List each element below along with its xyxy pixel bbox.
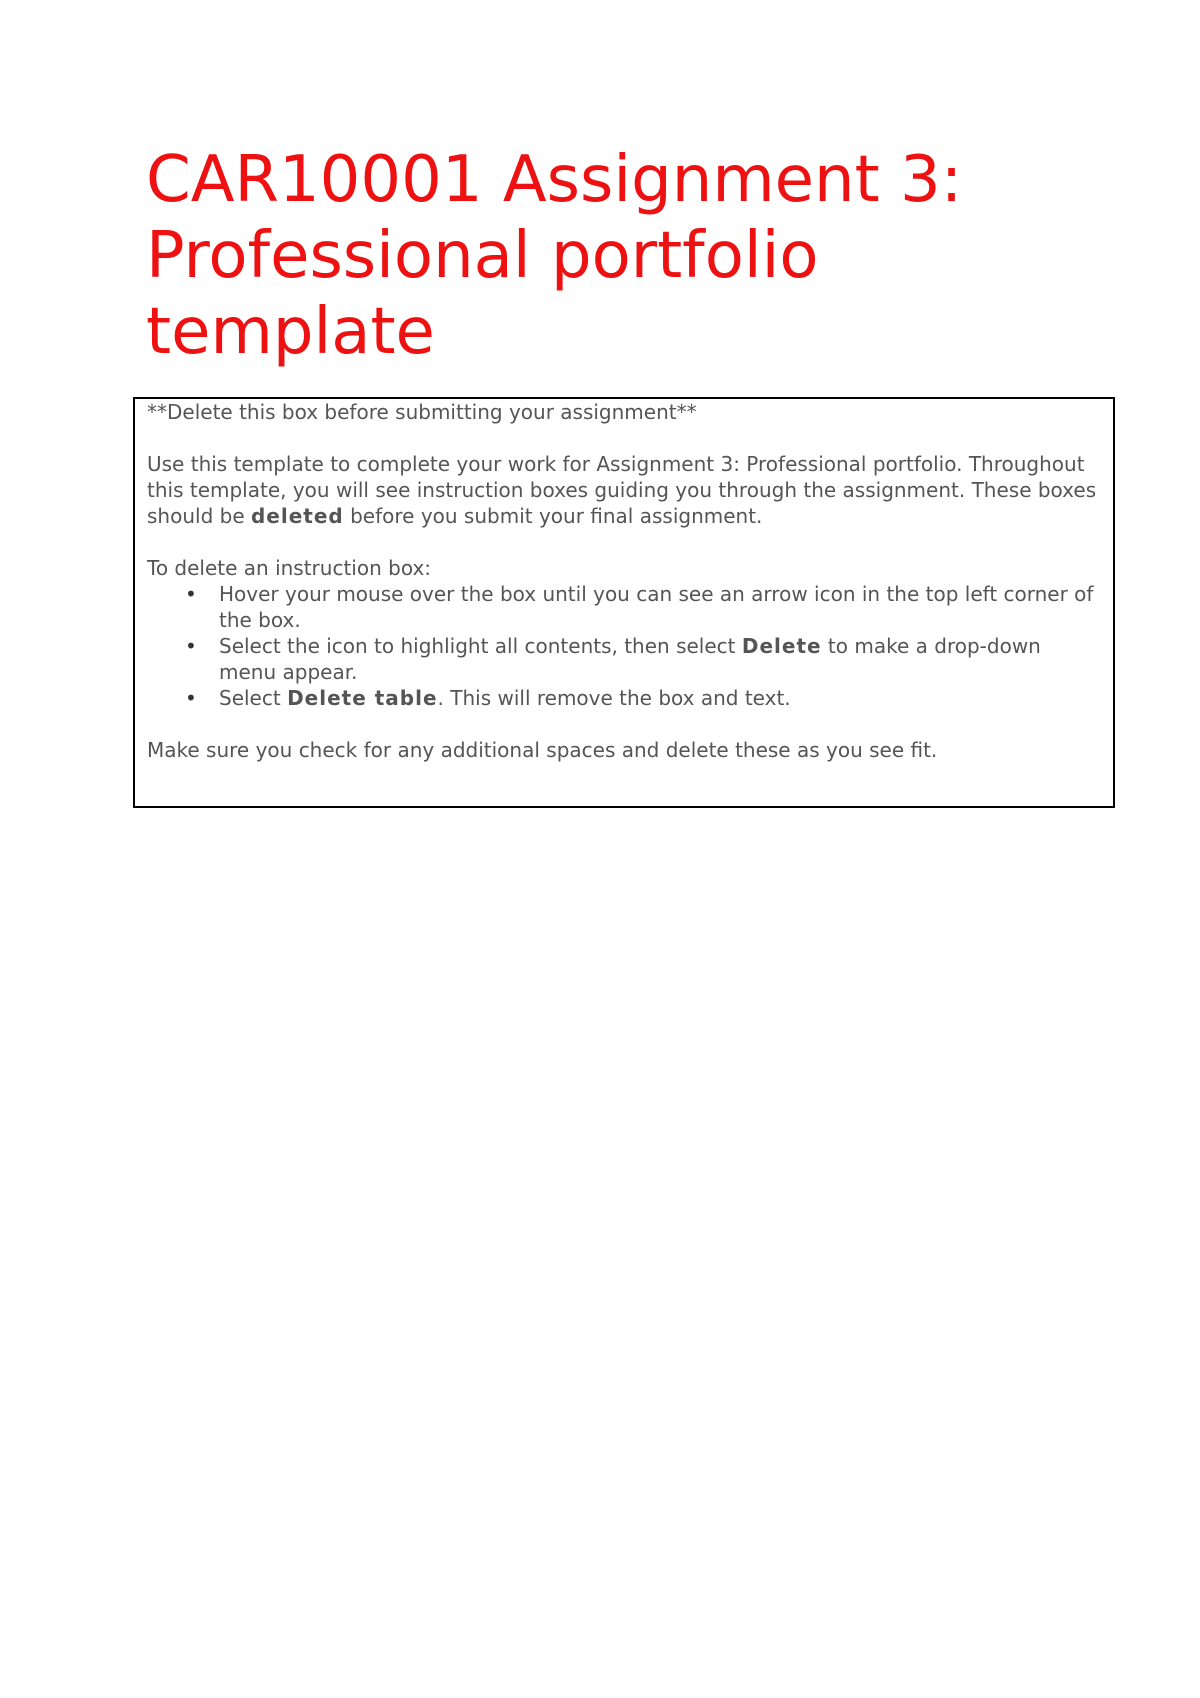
instruction-box[interactable] [133,397,1115,808]
step-text-start: Select the icon to highlight all contents, then select [219,634,742,658]
intro-text-start: Use this template to complete your work for Assignment 3: Professional portfolio. Throughout this template, you will see instruction boxes guiding you through the assignment. These boxes should be [147,452,1097,528]
step-bold-delete: Delete [741,634,822,658]
step-item [147,685,1101,711]
paragraph-spacer [147,529,1101,555]
page-title: CAR10001 Assignment 3: Professional portfolio template [146,143,963,369]
closing-note: Make sure you check for any additional spaces and delete these as you see fit. [147,738,938,762]
step-item [147,581,1101,633]
step-item [147,633,1101,685]
steps-heading: To delete an instruction box: [147,556,432,580]
bullet-icon: • [185,582,197,606]
paragraph-spacer [147,425,1101,451]
paragraph-spacer [147,711,1101,737]
step-bold-delete-table: Delete table [287,686,438,710]
intro-bold-deleted: deleted [250,504,344,528]
instruction-intro [147,451,1101,529]
bullet-icon: • [185,634,197,658]
step-text-start: Select [219,686,288,710]
intro-text-end: before you submit your final assignment. [343,504,763,528]
step-text-start: Hover your mouse over the box until you can see an arrow icon in the top left corner of the box. [219,582,1094,632]
step-text-end: to make a drop-down menu appear. [219,634,1041,684]
instruction-box-header: **Delete this box before submitting your assignment** [147,400,697,424]
step-text-end: . This will remove the box and text. [437,686,791,710]
steps-list [147,581,1101,711]
bullet-icon: • [185,686,197,710]
